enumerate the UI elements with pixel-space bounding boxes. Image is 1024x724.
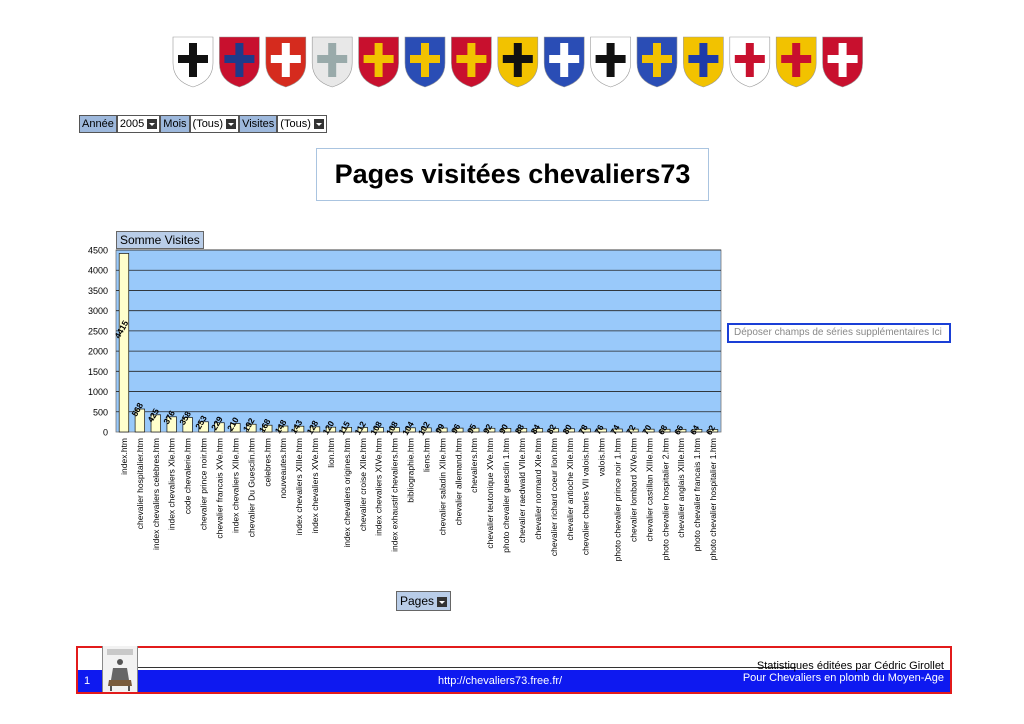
data-label: 66 bbox=[671, 423, 686, 437]
data-label: 120 bbox=[320, 419, 337, 437]
data-label: 90 bbox=[496, 422, 511, 436]
plot-area bbox=[116, 250, 721, 432]
filter-value-annee: 2005 bbox=[119, 118, 145, 130]
data-label: 4415 bbox=[112, 318, 131, 341]
y-tick-label: 3000 bbox=[87, 306, 108, 317]
data-label: 148 bbox=[272, 417, 289, 436]
data-label: 78 bbox=[576, 422, 590, 436]
x-tick-label: index chevaliers XIIe.htm bbox=[230, 438, 241, 533]
data-label: 376 bbox=[161, 408, 178, 426]
x-tick-label: chevalier allemand.htm bbox=[453, 437, 464, 526]
data-label: 99 bbox=[433, 421, 447, 436]
x-tick-label: photo chevalier guesclin 1.htm bbox=[501, 438, 512, 553]
data-label: 425 bbox=[145, 406, 162, 424]
x-tick-label: chevalier Du Guesclin.htm bbox=[246, 438, 257, 538]
series-drop-zone[interactable]: Déposer champs de séries supplémentaires Ici bbox=[727, 323, 951, 343]
x-tick-label: lion.htm bbox=[325, 438, 336, 468]
x-tick-label: bibliographie.htm bbox=[405, 438, 416, 503]
data-label: 229 bbox=[209, 414, 225, 432]
pages-field-label: Pages bbox=[400, 594, 435, 608]
x-tick-label: photo chevalier prince noir 1.htm bbox=[612, 438, 623, 562]
data-label: 74 bbox=[608, 422, 622, 437]
x-tick-label: index chevaliers XIVe.htm bbox=[373, 438, 384, 536]
data-label: 84 bbox=[528, 422, 543, 436]
data-label: 92 bbox=[480, 422, 495, 436]
y-tick-label: 500 bbox=[92, 407, 108, 418]
filter-label-annee: Année bbox=[79, 115, 117, 133]
dropdown-arrow-icon[interactable] bbox=[437, 597, 447, 607]
x-tick-label: chevalier saladin XIIe.htm bbox=[437, 438, 448, 536]
x-tick-label: index chevaliers XVe.htm bbox=[310, 438, 321, 534]
data-label: 80 bbox=[560, 422, 574, 436]
x-tick-label: chevalier raedwald VIIe.htm bbox=[516, 438, 527, 543]
y-tick-label: 2000 bbox=[87, 346, 108, 357]
x-tick-label: index exhaustif chevaliers.htm bbox=[389, 438, 400, 552]
x-tick-label: chevalier francais XVe.htm bbox=[214, 438, 225, 539]
data-label: 253 bbox=[193, 413, 209, 431]
data-label: 62 bbox=[703, 423, 718, 437]
x-tick-label: chevalier croise XIIe.htm bbox=[357, 438, 368, 532]
data-label: 76 bbox=[592, 422, 606, 437]
series-field-button[interactable]: Somme Visites bbox=[116, 231, 204, 249]
x-tick-label: photo chevalier hospitalier 1.htm bbox=[708, 438, 719, 561]
x-tick-label: chevalier teutonique XVe.htm bbox=[485, 438, 496, 549]
x-tick-label: photo chevalier hospitalier 2.htm bbox=[660, 438, 671, 561]
data-label: 568 bbox=[129, 400, 146, 419]
data-label: 72 bbox=[624, 422, 638, 437]
pages-field-button[interactable] bbox=[396, 591, 451, 611]
x-tick-label: celebres.htm bbox=[262, 438, 273, 487]
data-label: 108 bbox=[368, 419, 384, 437]
x-tick-label: index chevaliers celebres.htm bbox=[150, 438, 161, 550]
filter-value-visites: (Tous) bbox=[280, 118, 311, 130]
filter-label-mois: Mois bbox=[160, 115, 189, 133]
data-label: 168 bbox=[256, 417, 273, 435]
x-tick-label: index chevaliers Xle.htm bbox=[166, 438, 177, 531]
bar bbox=[119, 253, 129, 432]
x-tick-label: chevalier normand XIe.htm bbox=[532, 438, 543, 540]
x-tick-label: chevalier lombard XIVe.htm bbox=[628, 438, 639, 542]
data-label: 192 bbox=[240, 416, 257, 434]
data-label: 115 bbox=[336, 419, 353, 437]
x-tick-label: chevalier castillan XIIIe.htm bbox=[644, 438, 655, 542]
data-label: 68 bbox=[655, 423, 670, 437]
data-label: 112 bbox=[352, 419, 368, 437]
y-tick-label: 4000 bbox=[87, 265, 108, 276]
y-tick-label: 4500 bbox=[87, 245, 108, 256]
x-tick-label: chevaliers.htm bbox=[469, 438, 480, 493]
y-tick-label: 3500 bbox=[87, 285, 108, 296]
x-tick-label: chevalier anglais XIIIe.htm bbox=[676, 438, 687, 538]
footer-credit: Statistiques éditées par Cédric Girollet bbox=[756, 660, 944, 672]
data-label: 64 bbox=[687, 423, 702, 437]
data-label: 210 bbox=[224, 415, 241, 433]
data-label: 88 bbox=[512, 422, 527, 436]
x-tick-label: chevalier charles VII valois.htm bbox=[580, 438, 591, 556]
filter-label-visites: Visites bbox=[239, 115, 277, 133]
footer-url-link[interactable]: http://chevaliers73.free.fr/ bbox=[438, 675, 563, 687]
x-tick-label: index.htm bbox=[118, 438, 129, 475]
y-tick-label: 0 bbox=[102, 427, 108, 438]
filter-value-mois: (Tous) bbox=[192, 118, 224, 130]
x-tick-label: chevalier hospitalier.htm bbox=[134, 438, 145, 530]
y-tick-label: 2500 bbox=[87, 326, 108, 337]
data-label: 70 bbox=[640, 423, 654, 437]
x-tick-label: chevalier richard coeur lion.htm bbox=[548, 438, 559, 557]
data-label: 102 bbox=[415, 419, 432, 438]
y-tick-label: 1500 bbox=[87, 366, 108, 377]
data-label: 108 bbox=[384, 419, 400, 437]
chart-title: Pages visitées chevaliers73 bbox=[334, 159, 691, 189]
data-label: 95 bbox=[464, 422, 479, 436]
knight-logo-icon bbox=[102, 646, 138, 692]
data-label: 143 bbox=[288, 418, 305, 436]
x-tick-label: code chevalerie.htm bbox=[182, 438, 193, 515]
x-tick-label: chevalier antioche XIIe.htm bbox=[564, 438, 575, 541]
data-label: 96 bbox=[449, 422, 463, 436]
page-number: 1 bbox=[84, 675, 91, 687]
data-label: 128 bbox=[304, 418, 321, 436]
x-tick-label: nouveautes.htm bbox=[278, 438, 289, 499]
x-tick-label: valois.htm bbox=[596, 438, 607, 477]
data-label: 104 bbox=[400, 419, 416, 437]
footer-subtitle: Pour Chevaliers en plomb du Moyen-Age bbox=[742, 672, 944, 684]
data-label: 82 bbox=[544, 422, 558, 436]
x-tick-label: liens.htm bbox=[421, 438, 432, 473]
x-tick-label: index chevaliers XIIIe.htm bbox=[294, 438, 305, 536]
x-tick-label: photo chevalier francais 1.htm bbox=[692, 438, 703, 552]
footer-divider bbox=[136, 667, 796, 668]
page-footer bbox=[76, 646, 952, 694]
x-tick-label: index chevaliers origines.htm bbox=[341, 438, 352, 548]
y-tick-label: 1000 bbox=[87, 387, 108, 398]
x-tick-label: chevalier prince noir.htm bbox=[198, 438, 209, 531]
data-label: 358 bbox=[177, 409, 193, 427]
